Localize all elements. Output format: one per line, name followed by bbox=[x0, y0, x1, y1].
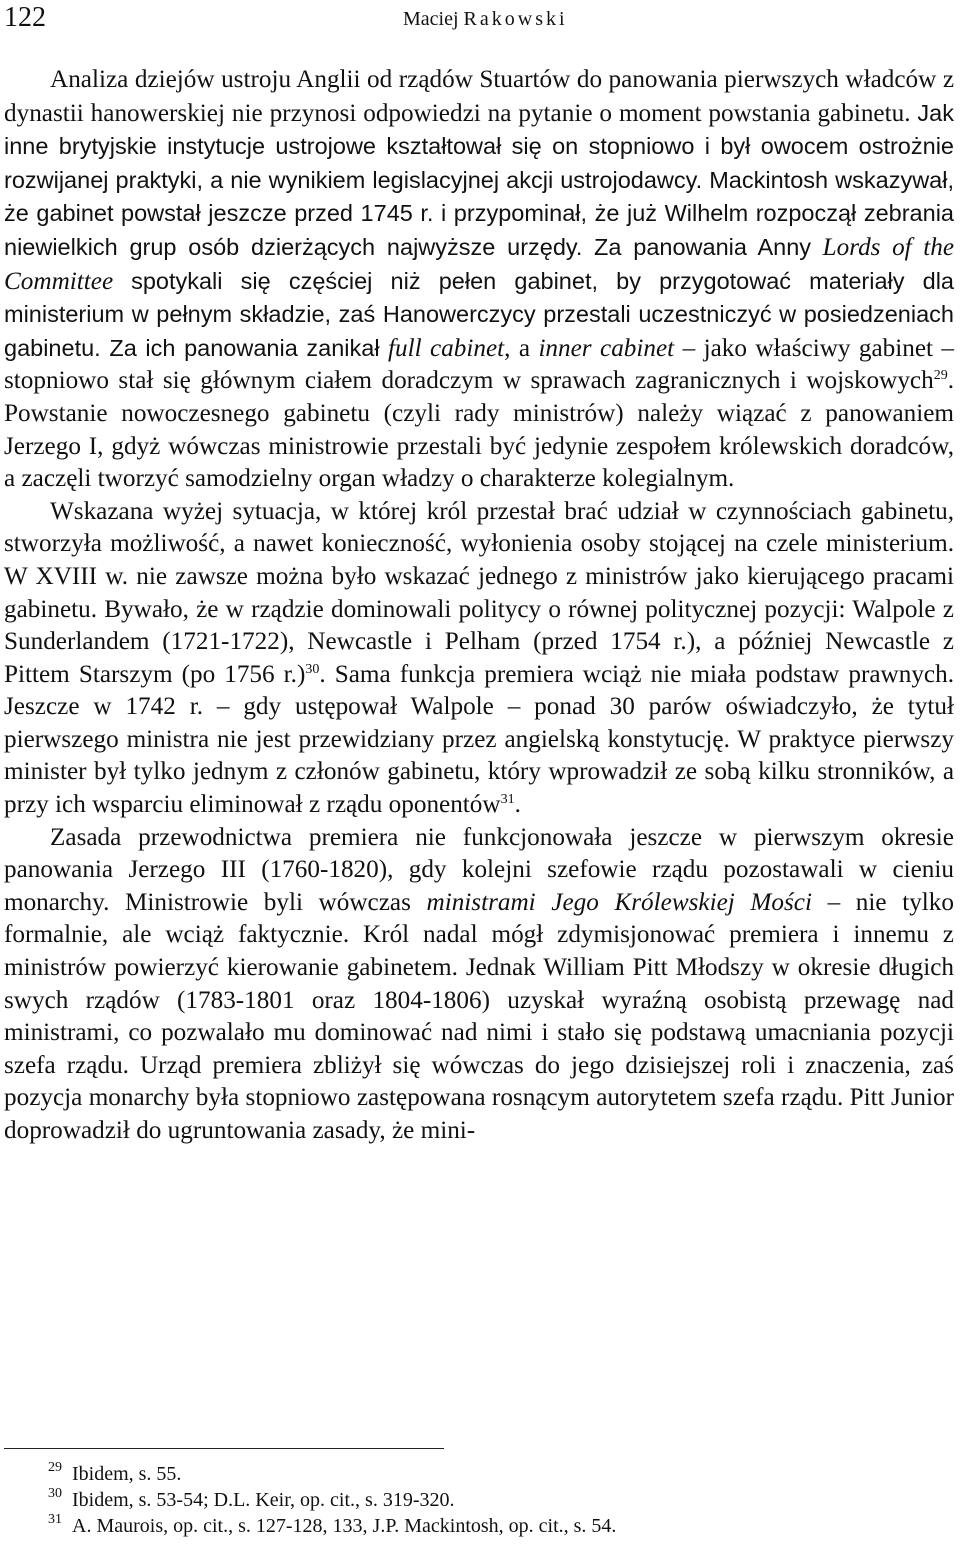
paragraph-3-part-b: – nie tylko formalnie, ale wciąż faktycznie. Król nadal mógł zdymisjonować premiera i innemu z ministrów powierzyć kierowanie gabinetem. Jednak William Pitt Młodszy w okresie długich swych rządów (1783-1801 oraz 1804-1806) uzyskał wyraźną osobistą przewagę nad ministrami, co pozwalało mu dominować nad nimi i stało się podstawą umacniania pozycji szefa rządu. Urząd premiera zbliżył się wówczas do jego dzisiejszej roli i znaczenia, zaś pozycja monarchy była stopniowo zastępowana rosnącym autorytetem szefa rządu. Pitt Junior doprowadził do ugruntowania zasady, że mini- bbox=[4, 888, 954, 1144]
footnote-text: Ibidem, s. 55. bbox=[72, 1463, 182, 1485]
footnote-ref-29: 29 bbox=[933, 368, 948, 384]
paragraph-1-sentence-3d: – jako właściwy gabinet – stopniowo stał się głównym ciałem doradczym w sprawach zagranicznych i wojskowych bbox=[4, 334, 955, 395]
paragraph-2-part-a: Wskazana wyżej sytuacja, w której król przestał brać udział w czynnościach gabinetu, stworzyła możliwość, a nawet konieczność, wyłonienia osoby stojącej na czele ministerium. W XVIII w. nie zawsze można było wskazać jednego z ministrów jako kierującego pracami gabinetu. Bywało, że w rządzie dominowali politycy o równej politycznej pozycji: Walpole z Sunderlandem (1721-1722), Newcastle i Pelham (przed 1754 r.), a później Newcastle z Pittem Starszym (po 1756 r.) bbox=[4, 497, 954, 688]
paragraph-2-part-c: . bbox=[514, 791, 521, 819]
page-number: 122 bbox=[4, 2, 46, 33]
paragraph-1-sentence-3b: spotykali się częściej niż pełen gabinet, by przygotować materiały dla ministerium w pełnym składzie, zaś Hanowerczycy przestali uczestniczyć w posiedzeniach gabinetu. Za ich panowania zanikał bbox=[4, 267, 955, 361]
paragraph-1-sentence-4: . Powstanie nowoczesnego gabinetu (czyli rady ministrów) należy wiązać z panowaniem Jerzego I, gdyż wówczas ministrowie przestali być jedynie zespołem królewskich doradców, a zaczęli tworzyć samodzielny organ władzy o charakterze kolegialnym. bbox=[4, 367, 954, 493]
footnotes bbox=[48, 1459, 928, 1537]
footnote-ref-30: 30 bbox=[305, 661, 320, 677]
footnote-ref-31: 31 bbox=[500, 792, 515, 808]
paragraph-1-sentence-2: Jak inne brytyjskie instytucje ustrojowe kształtował się on stopniowo i był owocem ostrożnie rozwijanej praktyki, a nie wynikiem legislacyjnej akcji ustrojodawcy. Mackintosh wskazywał, że gabinet powstał jeszcze przed 1745 r. i przypominał, że już Wilhelm rozpoczął zebrania niewielkich grup osób dzierżących najwyższe urzędy. bbox=[4, 99, 954, 260]
paragraph-1-sentence-3c: , a bbox=[504, 334, 531, 362]
italic-lords-of-the-committee: Lords of the Committee bbox=[4, 233, 955, 295]
footnote-text: A. Maurois, op. cit., s. 127-128, 133, J.P. Mackintosh, op. cit., s. 54. bbox=[72, 1515, 617, 1537]
italic-ministrami: ministrami Jego Królewskiej Mości bbox=[426, 888, 812, 916]
footnote-31: 31 A. Maurois, op. cit., s. 127-128, 133, J.P. Mackintosh, op. cit., s. 54. bbox=[48, 1512, 617, 1537]
running-head-surname: Rakowski bbox=[463, 8, 568, 30]
paragraph-2-part-b: . Sama funkcja premiera wciąż nie miała podstaw prawnych. Jeszcze w 1742 r. – gdy ustępował Walpole – ponad 30 parów oświadczyło, że tytuł pierwszego ministra nie jest przewidziany przez angielską konstytucję. W praktyce pierwszy minister był tylko jednym z członów gabinetu, który wprowadził ze sobą kilku stronników, a przy ich wsparciu eliminował z rządu oponentów bbox=[4, 660, 954, 819]
body-text bbox=[4, 64, 954, 1148]
paragraph-1-sentence-3a: Za panowania Anny bbox=[594, 233, 812, 260]
running-head bbox=[403, 8, 568, 31]
footnote-29: 29 Ibidem, s. 55. bbox=[48, 1460, 182, 1485]
running-head-first-name: Maciej bbox=[403, 8, 459, 30]
italic-full-cabinet: full cabinet bbox=[387, 334, 505, 362]
footnote-30: 30 Ibidem, s. 53-54; D.L. Keir, op. cit., s. 319-320. bbox=[48, 1486, 455, 1511]
paragraph-3 bbox=[4, 822, 954, 1148]
paragraph-2 bbox=[4, 496, 954, 822]
paragraph-1-sentence-1: Analiza dziejów ustroju Anglii od rządów Stuartów do panowania pierwszych władców z dynastii hanowerskiej nie przynosi odpowiedzi na pytanie o moment powstania gabinetu. bbox=[4, 66, 954, 127]
italic-inner-cabinet: inner cabinet bbox=[538, 334, 675, 362]
paragraph-3-part-a: Zasada przewodnictwa premiera nie funkcjonowała jeszcze w pierwszym okresie panowania Jerzego III (1760-1820), gdy kolejni szefowie rządu pozostawali w cieniu monarchy. Ministrowie byli wówczas bbox=[4, 823, 954, 916]
footnote-separator bbox=[4, 1448, 444, 1449]
footnote-text: Ibidem, s. 53-54; D.L. Keir, op. cit., s. 319-320. bbox=[72, 1489, 455, 1511]
paragraph-1 bbox=[4, 64, 954, 496]
page-header bbox=[4, 2, 956, 36]
